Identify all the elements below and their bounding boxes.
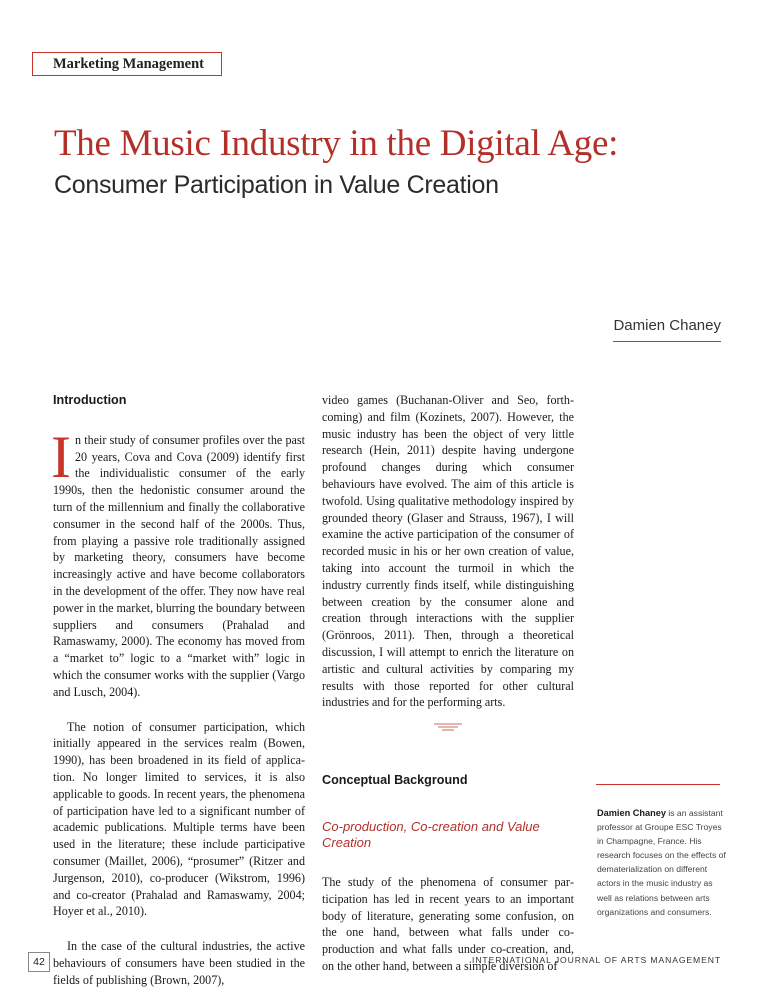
- concept-paragraph-1: The study of the phenomena of consumer participation has led in recent years to an important body of literature, generating some confusion, on the one hand, between what falls under co-production and what falls under co-creation, and, on the other hand, between a simple diversion of: [322, 874, 574, 973]
- conceptual-background-heading: Conceptual Background: [322, 773, 468, 788]
- page-number: 42: [28, 952, 50, 972]
- bio-author-name: Damien Chaney: [597, 808, 666, 818]
- intro-paragraph-3: In the case of the cultural industries, the active behaviours of consumers have been studied in the fields of publishing (Brown, 2007),: [53, 939, 305, 987]
- drop-cap: I: [51, 423, 71, 490]
- intro-paragraph-4: video games (Buchanan-Oliver and Seo, forthcoming) and film (Kozinets, 2007). However, the music industry has been the object of very little research (Hein, 2011) despite having undergone profound changes during which consumer behaviours have evolved. The aim of this article is twofold. Using qualitative methodology inspired by grounded theory (Glaser and Strauss, 1967), I will examine the active participation of the consumer of recorded music in his or her own creation of value, taking into account the turmoil in which the industry currently finds itself, while distinguishing between creation by the consumer alone and creation through interactions with the supplier (Grönroos, 2011). Then, through a theoretical discussion, I will attempt to enrich the literature on artistic and cultural activities by comparing my results with those reported for other cultural industries and for the performing arts.: [322, 393, 574, 710]
- co-production-subheading: Co-production, Co-creation and Value Creation: [322, 818, 540, 851]
- article-title: The Music Industry in the Digital Age:: [54, 123, 619, 164]
- article-subtitle: Consumer Participation in Value Creation: [54, 171, 499, 199]
- bio-rule: [596, 784, 720, 785]
- bio-text: is an assistant professor at Groupe ESC Troyes in Champagne, France. His research focuses on the effects of dematerialization on different actors in the music industry as well as relations between arts organizations and consumers.: [597, 808, 726, 917]
- author-name: Damien Chaney: [613, 317, 721, 334]
- introduction-heading: Introduction: [53, 393, 127, 407]
- author-rule: [613, 341, 721, 342]
- column-2: [322, 392, 574, 975]
- journal-name: INTERNATIONAL JOURNAL OF ARTS MANAGEMENT: [472, 955, 721, 965]
- intro-paragraph-1: [51, 423, 305, 701]
- author-bio: [597, 806, 727, 919]
- column-1: [53, 392, 305, 989]
- intro-paragraph-1-text: n their study of consumer profiles over the past 20 years, Cova and Cova (2009) identify first the individualistic consumer of the early 1990s, then the hedonistic consumer around the turn of the millennium and finally the collaborative consumer in the second half of the 2000s. Thus, from playing a passive role traditionally assigned by marketing theory, consumers have become increasingly active and have become collaborators in the development of the offer. They now have real power in the market, blurring the boundary between suppliers and consumers (Prahalad and Ramaswamy, 2000). The economy has moved from a “market to” logic to a “market with” logic in which the consumer works with the supplier (Vargo and Lusch, 2004).: [53, 432, 305, 699]
- section-divider-ornament: [322, 720, 574, 732]
- intro-paragraph-2: The notion of consumer participation, which initially appeared in the services realm (Bowen, 1990), has been broadened in its field of application. No longer limited to services, it is also applicable to goods. In recent years, the phenomena of participation have led to a significant number of academic publications. Multiple terms have been used in the literature; these include participative consumer (Maillet, 2006), “prosumer” (Ritzer and Jurgenson, 2010), co-producer (Wikstrom, 1996) and co-creator (Prahalad and Ramaswamy, 2004; Hoyer et al., 2010).: [53, 719, 305, 919]
- section-tag: Marketing Management: [32, 52, 222, 76]
